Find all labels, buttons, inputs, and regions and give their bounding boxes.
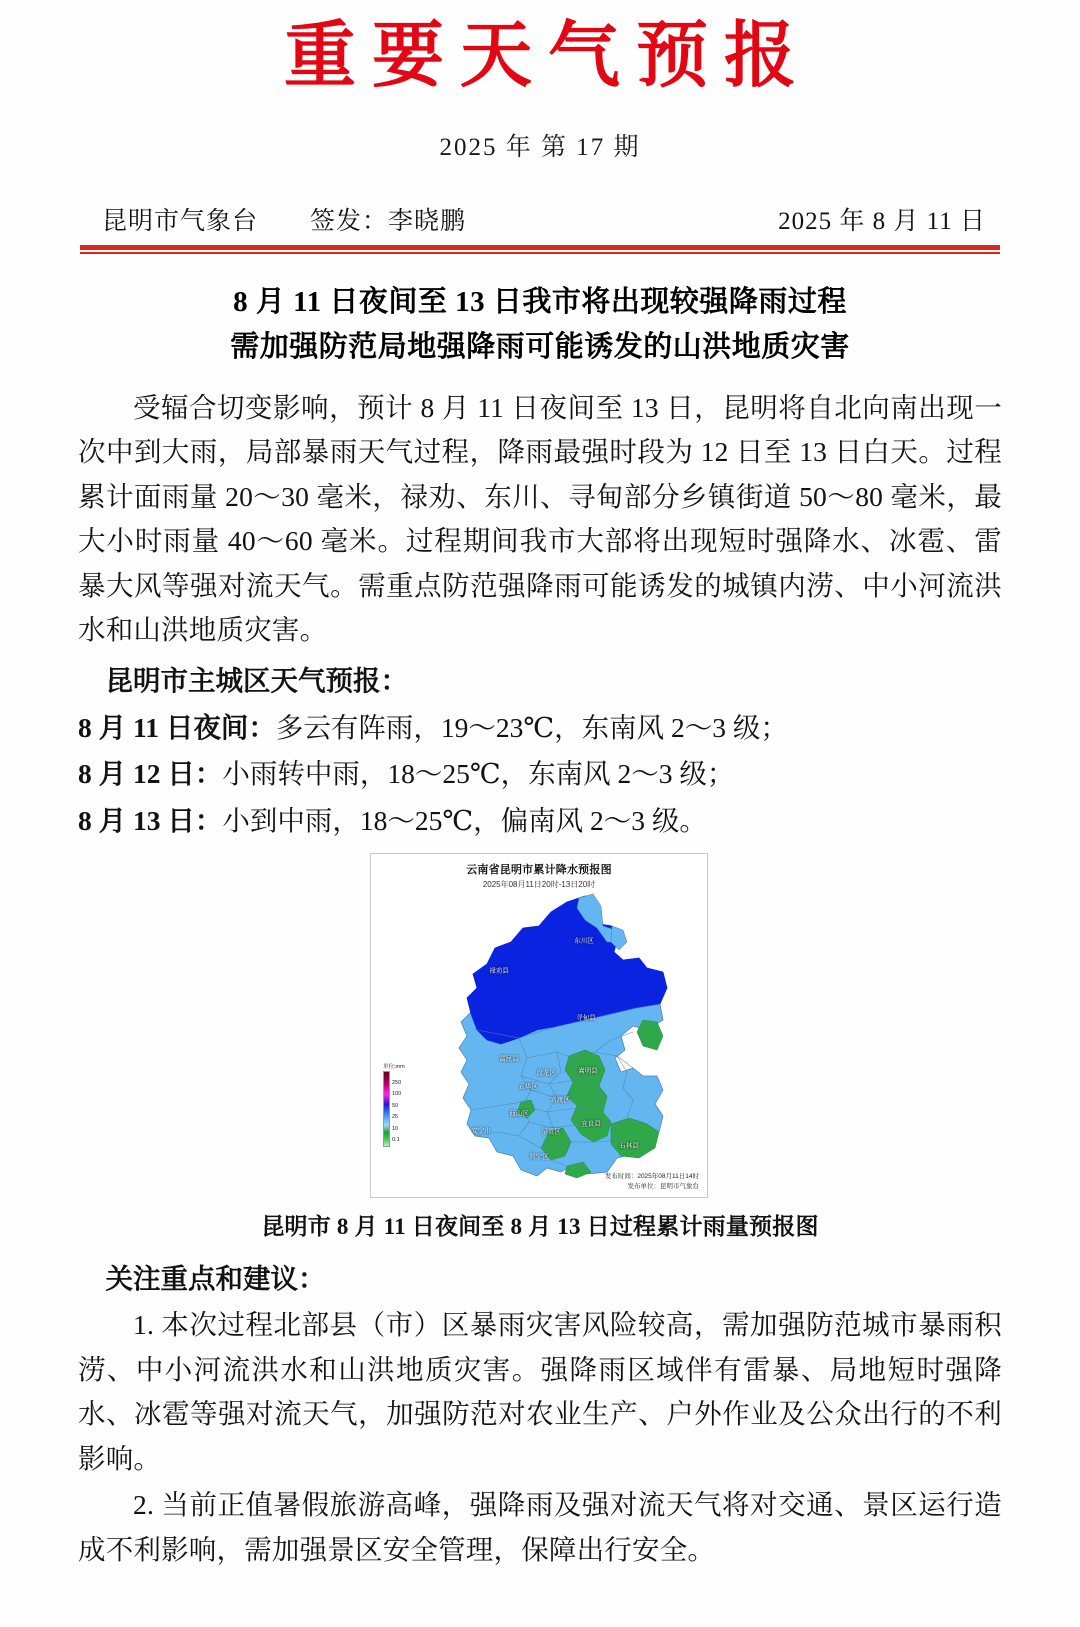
- county-label: 富民县: [499, 1055, 519, 1063]
- recommendation-item: 1. 本次过程北部县（市）区暴雨灾害风险较高，需加强防范城市暴雨积涝、中小河流洪水和山洪地质灾害。强降雨区域伴有雷暴、局地短时强降水、冰雹等强对流天气，加强防范对农业生产、户外作业及公众出行的不利影响。: [78, 1309, 1002, 1474]
- county-label: 西山区: [509, 1110, 529, 1118]
- legend-tick-labels: [392, 1071, 416, 1147]
- map-canvas: [371, 880, 708, 1180]
- headline: [78, 280, 1002, 370]
- region-green-east-1: [637, 1020, 663, 1050]
- document-header: [78, 201, 1002, 237]
- legend-unit-label: 单位:mm: [383, 1064, 405, 1071]
- map-publish-time: 发布时间：2025年08月11日14时: [604, 1173, 699, 1181]
- county-label: 嵩明县: [578, 1067, 598, 1075]
- signed-by: 签发：李晓鹏: [310, 207, 467, 235]
- legend-tick: 25: [392, 1114, 399, 1121]
- county-label: 盘龙区: [536, 1069, 556, 1077]
- figure-caption: 昆明市 8 月 11 日夜间至 8 月 13 日过程累计雨量预报图: [261, 1214, 819, 1240]
- page-title: 重要天气预报: [283, 12, 812, 97]
- legend-tick: 10: [392, 1125, 399, 1132]
- legend-colorbar: [383, 1071, 390, 1147]
- divider-thin-line: [80, 252, 1000, 254]
- rainfall-map: [370, 853, 708, 1198]
- county-label: 东川区: [574, 937, 594, 945]
- map-credit: [605, 1172, 699, 1191]
- county-label: 寻甸县: [576, 1014, 596, 1022]
- map-legend: [383, 1062, 417, 1147]
- map-publish-unit: 发布单位：昆明市气象台: [627, 1182, 699, 1190]
- header-divider: [78, 245, 1002, 254]
- headline-line-1: 8 月 11 日夜间至 13 日我市将出现较强降雨过程: [233, 285, 847, 318]
- county-label: 呈贡区: [541, 1128, 561, 1136]
- legend-tick: 50: [392, 1102, 399, 1109]
- rainfall-map-figure: [261, 853, 819, 1241]
- recommendation-item: 2. 当前正值暑假旅游高峰，强降雨及强对流天气将对交通、景区运行造成不利影响，需加强景区安全管理，保障出行安全。: [78, 1489, 1002, 1565]
- forecast-detail: 小雨转中雨，18～25℃，东南风 2～3 级；: [222, 758, 735, 790]
- county-label: 石林县: [619, 1142, 639, 1150]
- forecast-row: [78, 752, 1002, 797]
- forecast-row: [78, 706, 1002, 751]
- forecast-row: [78, 799, 1002, 844]
- divider-thick-line: [80, 245, 1000, 250]
- headline-line-2: 需加强防范局地强降雨可能诱发的山洪地质灾害: [230, 330, 850, 363]
- forecast-day-label: 8 月 12 日：: [78, 758, 223, 790]
- map-subtitle: 2025年08月11日20时-13日20时: [482, 880, 596, 890]
- forecast-detail: 小到中雨，18～25℃，偏南风 2～3 级。: [222, 804, 707, 836]
- county-label: 安宁市: [471, 1127, 491, 1135]
- county-label: 宜良县: [581, 1120, 601, 1128]
- forecast-day-label: 8 月 13 日：: [78, 804, 223, 836]
- main-paragraph: 受辐合切变影响，预计 8 月 11 日夜间至 13 日，昆明将自北向南出现一次中到大雨，局部暴雨天气过程，降雨最强时段为 12 日至 13 日白天。过程累计面雨量 20～30 毫米，禄劝、东川、寻甸部分乡镇街道 50～80 毫米，最大小时雨量 40～60 毫米。过程期间我市大部将出现短时强降水、冰雹、雷暴大风等强对流天气。需重点防范强降雨可能诱发的城镇内涝、中小河流洪水和山洪地质灾害。: [78, 391, 1002, 646]
- urban-forecast-heading: 昆明市主城区天气预报：: [105, 664, 408, 696]
- county-label: 五华区: [518, 1083, 538, 1091]
- legend-tick: 250: [392, 1079, 402, 1086]
- forecast-day-label: 8 月 11 日夜间：: [78, 711, 276, 743]
- masthead: [78, 0, 1002, 163]
- county-label: 官渡区: [550, 1096, 570, 1104]
- county-label: 禄劝县: [489, 967, 509, 975]
- issue-number: 2025 年 第 17 期: [439, 133, 641, 161]
- forecast-detail: 多云有阵雨，19～23℃，东南风 2～3 级；: [275, 711, 788, 743]
- recommendations-heading: 关注重点和建议：: [105, 1263, 326, 1295]
- legend-tick: 100: [392, 1091, 402, 1098]
- county-label: 晋宁区: [529, 1153, 549, 1161]
- issue-date: 2025 年 8 月 11 日: [778, 207, 986, 235]
- issuing-office: 昆明市气象台: [102, 207, 259, 235]
- legend-tick: 0.1: [392, 1137, 400, 1144]
- map-title: 云南省昆明市累计降水预报图: [466, 864, 612, 877]
